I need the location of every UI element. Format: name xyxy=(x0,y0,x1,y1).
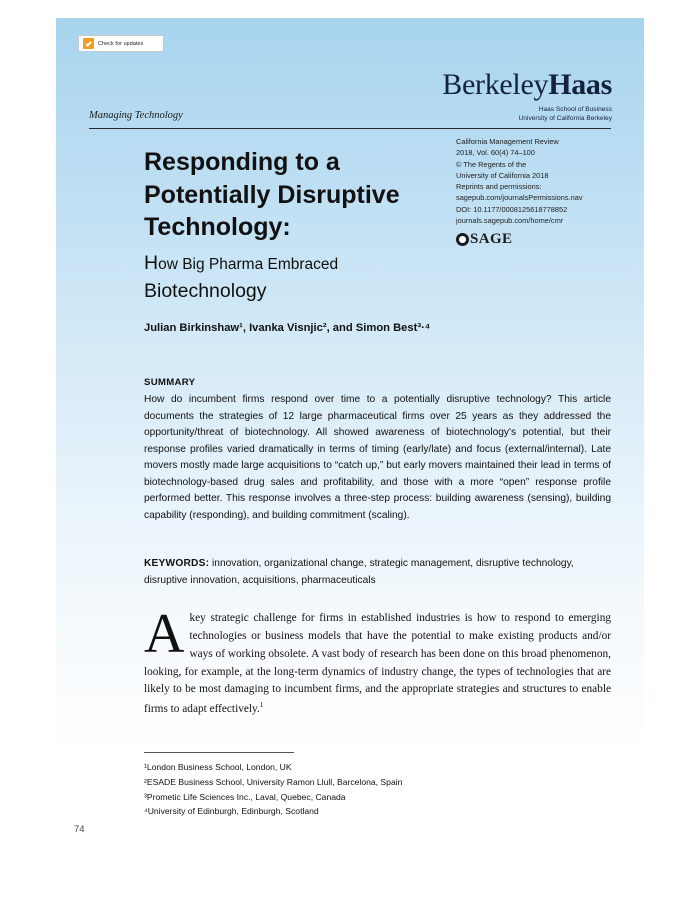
subtitle-line-2 xyxy=(144,278,474,306)
metadata-copyright: © The Regents of the xyxy=(456,159,527,169)
logo-word-berkeley: Berkeley xyxy=(442,68,549,101)
berkeley-haas-logo xyxy=(352,70,612,124)
footnote-marker[interactable]: 1 xyxy=(259,700,264,710)
page-title xyxy=(144,146,444,244)
metadata-doi[interactable]: DOI: 10.1177/0008125618778852 xyxy=(456,204,568,214)
keywords-label: KEYWORDS: xyxy=(144,558,210,569)
metadata-journal-name: California Management Review xyxy=(456,137,559,146)
author-list: Julian Birkinshaw¹, Ivanka Visnjic², and Simon Best³·⁴ xyxy=(144,322,431,334)
subtitle-line-2-text: Biotechnology xyxy=(144,279,267,302)
page-number: 74 xyxy=(74,824,85,835)
logo-word-haas: Haas xyxy=(548,68,612,101)
sage-wordmark: SAGE xyxy=(470,231,513,247)
drop-cap: A xyxy=(144,603,185,665)
check-for-updates-label: Check for updates xyxy=(98,40,144,47)
footnote-item: ¹London Business School, London, UK xyxy=(144,762,292,772)
subtitle-line-1 xyxy=(144,250,474,278)
footnote-item: ⁴University of Edinburgh, Edinburgh, Scotland xyxy=(144,806,319,817)
title-line-2: Potentially Disruptive xyxy=(144,180,400,209)
footnote-list xyxy=(144,760,564,819)
summary-heading: SUMMARY xyxy=(144,377,196,388)
crossmark-icon xyxy=(83,38,94,49)
logo-subtitle-line2: University of California Berkeley xyxy=(518,114,612,122)
logo-subtitle xyxy=(352,106,612,124)
metadata-reprints: Reprints and permissions: xyxy=(456,182,542,191)
metadata-volume: 2018, Vol. 60(4) 74–100 xyxy=(456,148,535,158)
metadata-journal-url[interactable]: journals.sagepub.com/home/cmr xyxy=(456,215,564,225)
page-subtitle xyxy=(144,250,474,305)
subtitle-smallcaps: ow Big Pharma Embraced xyxy=(158,256,339,273)
metadata-institution: University of California 2018 xyxy=(456,170,549,180)
body-paragraph-text: key strategic challenge for firms in established industries is how to respond to emerging technologies or business models that have the potential to make existing products and/or ways of working obsolete. A vast body of research has been done on this broad phenomenon, looking, for example, at the long-term dynamics of industry change, the types of technologies that are likely to be most damaging to incumbent firms, and the appropriate strategies and structures to enable firms to adapt effectively. xyxy=(144,612,611,715)
title-line-3: Technology: xyxy=(144,213,291,241)
sage-logo xyxy=(456,232,616,247)
sage-circle-icon xyxy=(456,233,469,246)
article-page xyxy=(56,18,644,888)
subtitle-initial: H xyxy=(144,252,159,274)
running-head: Managing Technology xyxy=(89,110,183,121)
summary-text: How do incumbent firms respond over time to a potentially disruptive technology? This article documents the strategies of 12 large pharmaceutical firms over 25 years as they addressed the opportunity/threat of biotechnology. All showed awareness of biotechnology's potential, but their response profiles varied dramatically in terms of timing (early/late) and focus (external/internal). Late movers mostly made large acquisitions to “catch up,” but early movers maintained their lead in terms of biotechnology-based drug sales and profitability, and those with a more “open” response profile performed better. This response involves a three-step process: building awareness (sensing), building capability (responding), and building commitment (scaling). xyxy=(144,394,611,521)
keywords-block xyxy=(144,556,611,589)
keywords-list: innovation, organizational change, strategic management, disruptive technology, disruptive innovation, acquisitions, pharmaceuticals xyxy=(144,558,574,586)
logo-subtitle-line1: Haas School of Business xyxy=(538,106,612,113)
logo-wordmark xyxy=(352,70,612,100)
body-paragraph xyxy=(144,603,611,719)
footnote-rule xyxy=(144,752,294,753)
journal-metadata xyxy=(456,136,616,247)
check-for-updates-badge[interactable] xyxy=(78,35,164,52)
footnote-item: ³Prometic Life Sciences Inc., Laval, Quebec, Canada xyxy=(144,791,346,802)
footnote-item: ²ESADE Business School, University Ramon Llull, Barcelona, Spain xyxy=(144,776,403,787)
header-rule xyxy=(89,128,611,129)
metadata-permissions-url[interactable]: sagepub.com/journalsPermissions.nav xyxy=(456,193,583,203)
title-line-1: Responding to a xyxy=(144,148,340,176)
